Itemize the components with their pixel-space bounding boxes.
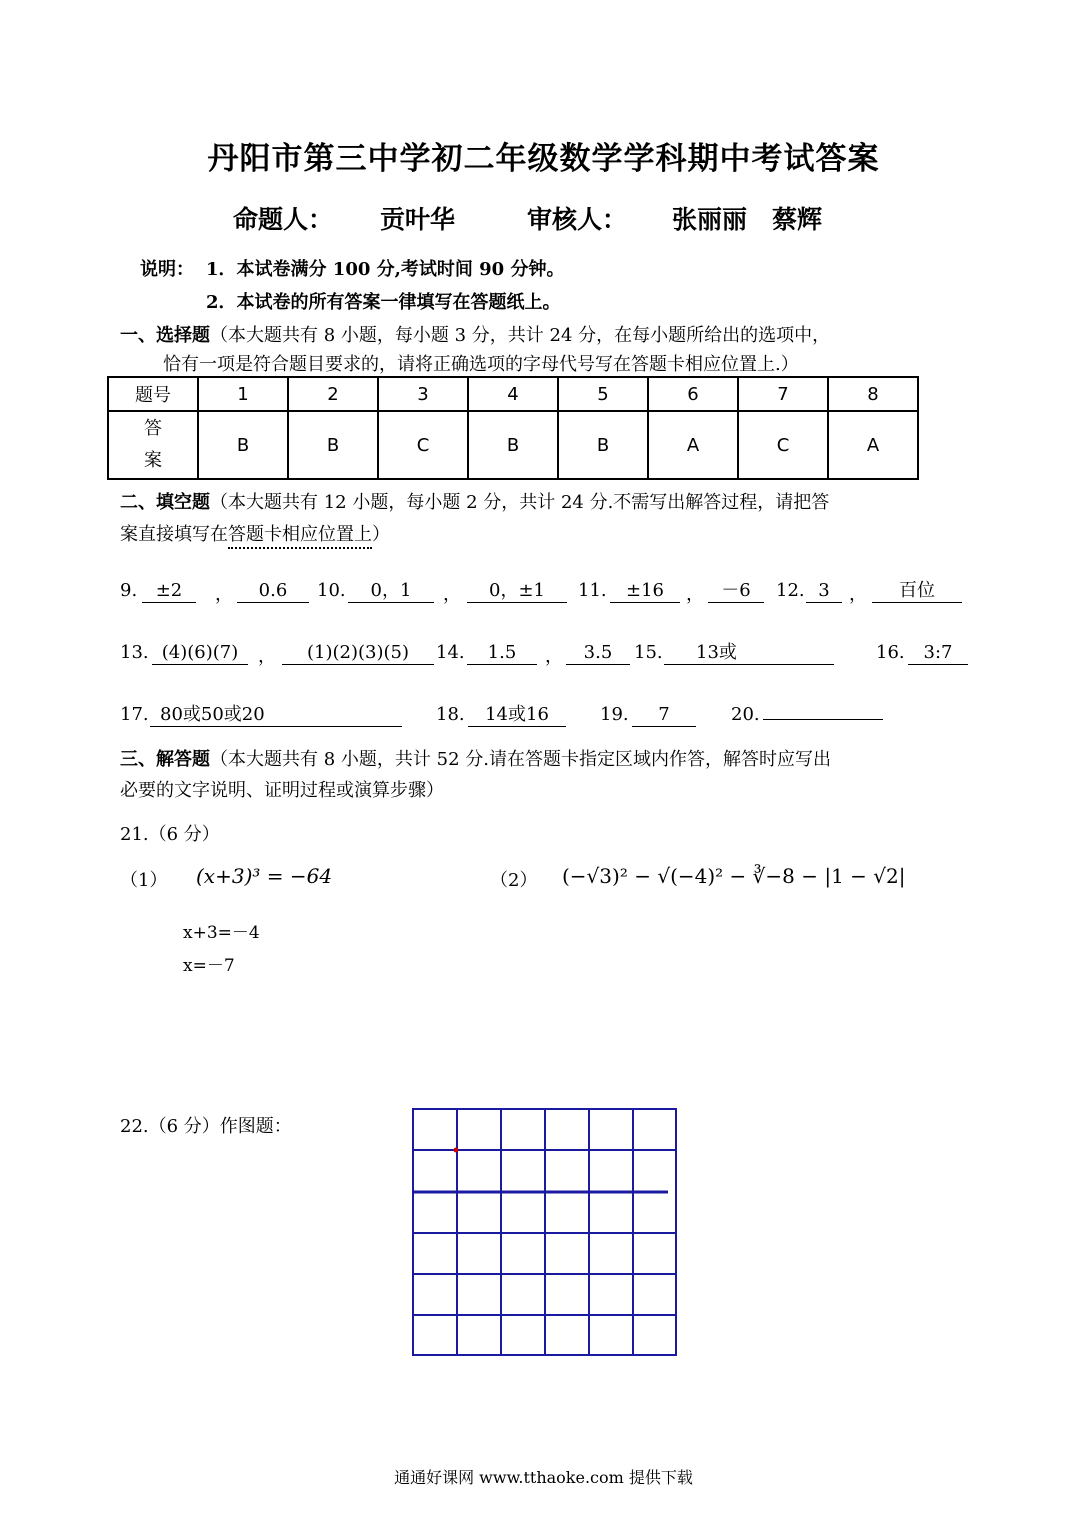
question-number: 7 [738,377,828,411]
q20-label: 20. [731,704,760,725]
section1-line1 [120,321,830,347]
q17-label: 17. [120,704,149,725]
q11-label: 11. [578,580,607,601]
notes-prefix: 说明： [140,259,194,280]
section1-desc2: 恰有一项是符合题目要求的，请将正确选项的字母代号写在答题卡相应位置上.） [163,354,799,375]
q12-answer-a: 3 [806,580,842,603]
section3-desc2: 必要的文字说明、证明过程或演算步骤） [120,780,444,801]
comma: ， [849,584,867,605]
q13-answer-a: (4)(6)(7) [152,642,248,665]
answer-cell: C [378,411,468,479]
question-number: 1 [198,377,288,411]
section2-desc2b: 答题卡相应位置上 [228,524,372,549]
comma: ， [545,646,563,667]
answer-cell: A [648,411,738,479]
question-number: 2 [288,377,378,411]
q21-part2-expression: (−√3)² − √(−4)² − ∛−8 − |1 − √2| [562,864,906,888]
answer-table-header-row [108,377,918,411]
answer-label: 答 案 [108,411,198,479]
notes-line-2: 2．本试卷的所有答案一律填写在答题纸上。 [206,292,561,313]
comma: ， [258,646,276,667]
q21-step-1: x+3=－4 [183,923,260,943]
q9-label: 9. [120,580,138,601]
q11-answer-b: －6 [708,580,764,603]
q13-answer-b: (1)(2)(3)(5) [282,642,434,665]
q10-answer-b: 0，±1 [467,580,567,603]
section1-desc1: （本大题共有 8 小题，每小题 3 分，共计 24 分，在每小题所给出的选项中， [210,325,831,346]
answer-cell: A [828,411,918,479]
section2-desc2a: 案直接填写在 [120,524,228,545]
answer-cell: C [738,411,828,479]
reviewer-label: 审核人： [527,205,628,234]
section2-desc2c: ） [372,524,390,545]
setter-label: 命题人： [233,205,334,234]
q19-answer: 7 [632,704,696,727]
comma: ， [686,584,704,605]
answer-table-answer-row [108,411,918,479]
q12-answer-b: 百位 [872,580,962,603]
answer-cell: B [198,411,288,479]
q16-answer: 3:7 [908,642,968,665]
notes-line-1: 1．本试卷满分 100 分,考试时间 90 分钟。 [206,259,565,280]
page-footer: 通通好课网 www.tthaoke.com 提供下载 [394,1468,693,1487]
answer-cell: B [558,411,648,479]
question-number-label: 题号 [108,377,198,411]
q15-answer: 13或 [664,642,834,665]
q16-label: 16. [876,642,905,663]
section2-heading: 二、填空题 [120,492,210,513]
q9-answer-a: ±2 [142,580,196,603]
q14-answer-a: 1.5 [467,642,537,665]
q12-label: 12. [776,580,805,601]
q21-part1-label: （1） [120,870,168,891]
q15-label: 15. [634,642,663,663]
q18-label: 18. [436,704,465,725]
page-title: 丹阳市第三中学初二年级数学学科期中考试答案 [207,141,880,177]
q21-part2-label: （2） [490,870,538,891]
comma: ， [215,584,233,605]
question-number: 5 [558,377,648,411]
section3-line1 [120,745,831,771]
question-number: 4 [468,377,558,411]
section2-desc1: （本大题共有 12 小题，每小题 2 分，共计 24 分.不需写出解答过程，请把答 [210,492,830,513]
answer-cell: B [288,411,378,479]
q21-step-2: x=－7 [183,956,235,976]
q20-answer [763,719,883,720]
q14-answer-b: 3.5 [566,642,630,665]
q14-label: 14. [436,642,465,663]
q13-label: 13. [120,642,149,663]
q21-label: 21.（6 分） [120,824,220,845]
section3-heading: 三、解答题 [120,749,210,770]
section1-heading: 一、选择题 [120,325,210,346]
setter-name: 贡叶华 [380,205,456,234]
question-number: 3 [378,377,468,411]
answer-cell: B [468,411,558,479]
question-number: 6 [648,377,738,411]
grid-point-marker [454,1148,459,1153]
q9-answer-b: 0.6 [237,580,309,603]
answer-table [107,376,919,480]
q10-answer-a: 0，1 [348,580,434,603]
q11-answer-a: ±16 [610,580,680,603]
q18-answer: 14或16 [468,704,566,727]
q10-label: 10. [317,580,346,601]
section2-line1 [120,488,829,514]
section3-desc1: （本大题共有 8 小题，共计 52 分.请在答题卡指定区域内作答，解答时应写出 [210,749,831,770]
comma: ， [443,584,461,605]
reviewer-names: 张丽丽 蔡辉 [672,205,823,234]
q22-drawing-grid [412,1108,678,1358]
q22-label: 22.（6 分）作图题： [120,1116,292,1137]
q19-label: 19. [600,704,629,725]
section2-line2 [120,520,390,546]
question-number: 8 [828,377,918,411]
q21-part1-equation: (x+3)³ = −64 [196,864,333,888]
q17-answer: 80或50或20 [150,704,402,727]
